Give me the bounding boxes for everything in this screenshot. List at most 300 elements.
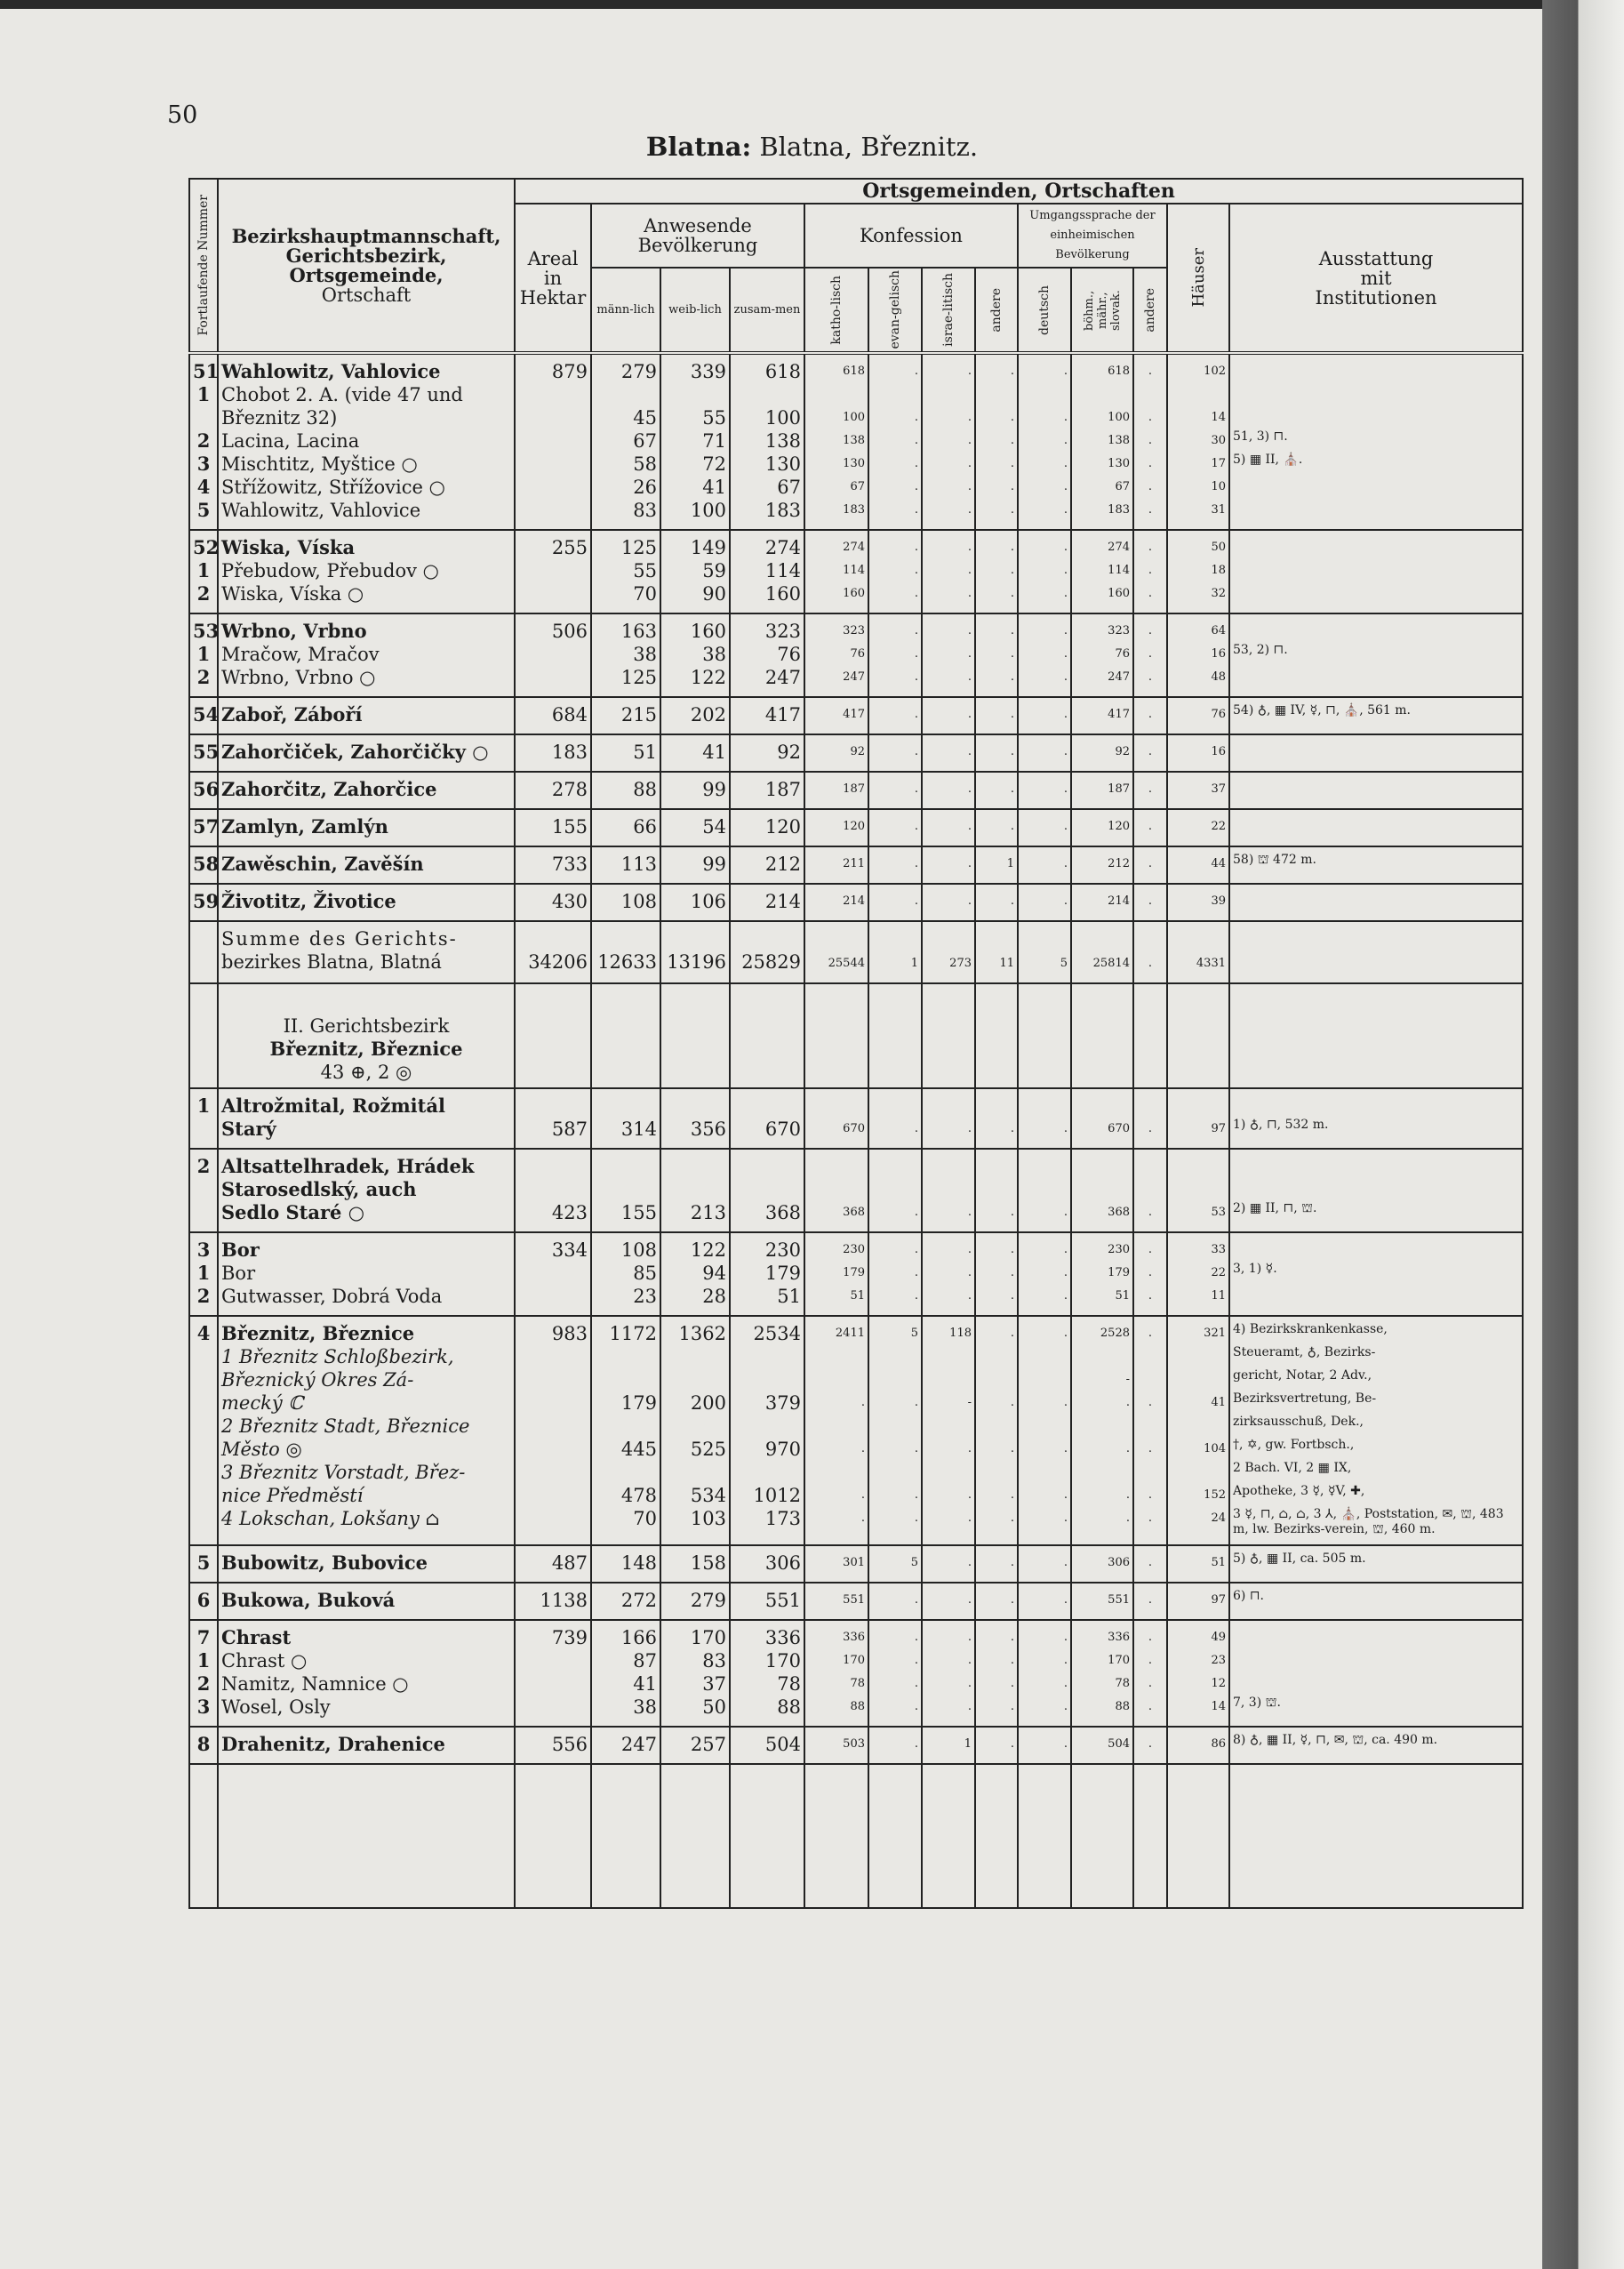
institutions-value bbox=[1233, 1155, 1519, 1178]
summary-body bbox=[189, 921, 1523, 1088]
cell-kath-value: 170 bbox=[843, 1654, 865, 1667]
cell-evan-value: . bbox=[914, 1593, 918, 1607]
row-number bbox=[189, 772, 218, 809]
cell-evan-value: . bbox=[914, 782, 918, 796]
cell-and2 bbox=[1133, 1727, 1167, 1764]
cell-haus-value: 33 bbox=[1211, 1243, 1226, 1256]
place-name-value: Přebudow, Přebudov ○ bbox=[221, 560, 439, 581]
cell-areal bbox=[515, 1620, 591, 1727]
cell-kath bbox=[804, 1149, 868, 1232]
institutions-value bbox=[1233, 1649, 1519, 1672]
institutions bbox=[1229, 1316, 1523, 1545]
cell-w-value bbox=[664, 1178, 726, 1201]
institutions bbox=[1229, 1232, 1523, 1316]
cell-and2 bbox=[1133, 1545, 1167, 1583]
institutions-value bbox=[1233, 582, 1519, 605]
cell-kath bbox=[804, 884, 868, 921]
header-institutions: Ausstattung mit Institutionen bbox=[1229, 204, 1523, 353]
cell-isr-value bbox=[925, 383, 972, 406]
cell-de-value: . bbox=[1063, 1327, 1068, 1340]
cell-haus-value bbox=[1171, 1178, 1226, 1201]
cell-haus-value: 51 bbox=[1211, 1556, 1226, 1569]
cell-de-value: . bbox=[1063, 365, 1068, 378]
cell-de-value: . bbox=[1063, 1243, 1068, 1256]
cell-de-value: . bbox=[1063, 1396, 1068, 1409]
place-name-value: Starosedlský, auch bbox=[221, 1178, 417, 1200]
cell-boh bbox=[1071, 1088, 1133, 1149]
cell-w-value: 99 bbox=[702, 854, 726, 875]
cell-isr-value: - bbox=[967, 1396, 972, 1409]
cell-t-value: 1012 bbox=[753, 1485, 801, 1506]
cell-evan-value: . bbox=[914, 587, 918, 600]
cell-de bbox=[1018, 1583, 1071, 1620]
institutions-value: Steueramt, ♁, Bezirks- bbox=[1233, 1345, 1376, 1359]
cell-boh bbox=[1071, 1583, 1133, 1620]
cell-and-value: . bbox=[1010, 820, 1014, 833]
cell-w-value: 122 bbox=[690, 1239, 726, 1261]
cell-isr bbox=[922, 1149, 975, 1232]
cell-de-value: . bbox=[1063, 708, 1068, 721]
cell-kath-value: 76 bbox=[850, 647, 865, 661]
cell-and bbox=[975, 697, 1018, 734]
row-number bbox=[189, 1545, 218, 1583]
place-group bbox=[189, 1727, 1523, 1764]
row-number-value: 2 bbox=[196, 666, 211, 688]
institutions-value bbox=[1233, 1178, 1519, 1201]
cell-evan bbox=[868, 1727, 922, 1764]
institutions bbox=[1229, 613, 1523, 697]
table-tail-row bbox=[189, 1764, 1523, 1908]
cell-areal-value: 487 bbox=[551, 1552, 588, 1574]
cell-m-value: 279 bbox=[620, 361, 657, 382]
cell-boh-value: 368 bbox=[1108, 1206, 1130, 1219]
page-number: 50 bbox=[167, 101, 198, 129]
header-pop-w: weib-lich bbox=[660, 268, 730, 353]
cell-and2-value: . bbox=[1148, 1556, 1153, 1569]
cell-areal-value: 334 bbox=[551, 1239, 588, 1261]
cell-and2 bbox=[1133, 353, 1167, 530]
institutions bbox=[1229, 1545, 1523, 1583]
summary-w: 13196 bbox=[660, 921, 730, 983]
cell-haus-value: 64 bbox=[1211, 624, 1226, 637]
cell-and2-value: . bbox=[1148, 1677, 1153, 1690]
cell-t-value: 78 bbox=[777, 1673, 801, 1695]
cell-de-value: . bbox=[1063, 1700, 1068, 1713]
cell-and2-value bbox=[1137, 1368, 1164, 1391]
cell-kath-value: 214 bbox=[843, 894, 865, 908]
row-number-value: 53 bbox=[193, 620, 220, 642]
cell-areal bbox=[515, 530, 591, 613]
header-konf-e: evan-gelisch bbox=[868, 268, 922, 353]
cell-kath-value: 274 bbox=[843, 541, 865, 554]
institutions bbox=[1229, 1620, 1523, 1727]
cell-and2 bbox=[1133, 1316, 1167, 1545]
cell-and bbox=[975, 846, 1018, 884]
cell-and-value: . bbox=[1010, 1511, 1014, 1525]
page-title-rest: Blatna, Březnitz. bbox=[751, 132, 979, 162]
cell-evan-value: . bbox=[914, 647, 918, 661]
place-group bbox=[189, 1620, 1523, 1727]
cell-t-value bbox=[733, 1415, 801, 1438]
cell-and-value: . bbox=[1010, 1243, 1014, 1256]
cell-isr-value: . bbox=[967, 624, 972, 637]
institutions-value bbox=[1233, 778, 1519, 801]
institutions-value: 5) ♁, ▦ II, ca. 505 m. bbox=[1233, 1551, 1366, 1566]
cell-haus bbox=[1167, 1316, 1229, 1545]
institutions bbox=[1229, 772, 1523, 809]
cell-t bbox=[730, 1088, 804, 1149]
cell-isr bbox=[922, 1545, 975, 1583]
cell-de-value: . bbox=[1063, 820, 1068, 833]
cell-m bbox=[591, 1583, 660, 1620]
cell-boh-value: 336 bbox=[1108, 1631, 1130, 1644]
cell-and2 bbox=[1133, 530, 1167, 613]
cell-haus bbox=[1167, 353, 1229, 530]
cell-isr-value: . bbox=[967, 587, 972, 600]
cell-kath-value: 670 bbox=[843, 1122, 865, 1135]
place-group bbox=[189, 1545, 1523, 1583]
cell-areal-value bbox=[518, 582, 588, 605]
row-number bbox=[189, 1583, 218, 1620]
cell-areal-value bbox=[518, 643, 588, 666]
cell-boh bbox=[1071, 1620, 1133, 1727]
place-group bbox=[189, 1583, 1523, 1620]
row-number-value bbox=[193, 1391, 214, 1415]
cell-boh-value: 120 bbox=[1108, 820, 1130, 833]
cell-boh-value: 274 bbox=[1108, 541, 1130, 554]
cell-areal-value bbox=[518, 1415, 588, 1438]
institutions-value: 4) Bezirkskrankenkasse, bbox=[1233, 1322, 1388, 1336]
cell-m-value: 38 bbox=[633, 1696, 657, 1718]
cell-areal-value bbox=[518, 1094, 588, 1118]
cell-w-value: 158 bbox=[690, 1552, 726, 1574]
cell-and-value: . bbox=[1010, 541, 1014, 554]
cell-boh-value bbox=[1075, 1461, 1130, 1484]
cell-t-value: 2534 bbox=[753, 1323, 801, 1344]
cell-t-value: 274 bbox=[764, 537, 801, 558]
cell-and-value: . bbox=[1010, 1396, 1014, 1409]
place-name-value: Sedlo Staré ○ bbox=[221, 1201, 365, 1223]
cell-isr bbox=[922, 734, 975, 772]
row-number-value: 51 bbox=[193, 360, 220, 382]
cell-haus-value bbox=[1171, 1368, 1226, 1391]
cell-w-value bbox=[664, 1461, 726, 1484]
cell-t-value: 160 bbox=[764, 583, 801, 605]
cell-de bbox=[1018, 530, 1071, 613]
cell-areal-value bbox=[518, 1461, 588, 1484]
cell-and2-value: . bbox=[1148, 1511, 1153, 1525]
cell-de-value bbox=[1021, 1178, 1068, 1201]
cell-areal-value: 879 bbox=[551, 361, 588, 382]
cell-boh-value: 230 bbox=[1108, 1243, 1130, 1256]
cell-kath bbox=[804, 1620, 868, 1727]
place-name-value: Zahorčitz, Zahorčice bbox=[221, 778, 437, 800]
cell-w-value: 1362 bbox=[678, 1323, 726, 1344]
cell-kath-value: 211 bbox=[843, 857, 865, 870]
cell-m-value: 125 bbox=[620, 667, 657, 688]
cell-and2 bbox=[1133, 884, 1167, 921]
cell-and2-value: . bbox=[1148, 564, 1153, 577]
page-title-bold: Blatna: bbox=[645, 132, 752, 162]
cell-and2-value: . bbox=[1148, 1654, 1153, 1667]
cell-t-value: 670 bbox=[764, 1118, 801, 1140]
table-tail bbox=[189, 1764, 1523, 1908]
cell-w bbox=[660, 1316, 730, 1545]
cell-areal-value: 684 bbox=[551, 704, 588, 726]
cell-and bbox=[975, 772, 1018, 809]
cell-evan-value bbox=[872, 383, 918, 406]
cell-t-value bbox=[733, 383, 801, 406]
cell-de-value: . bbox=[1063, 480, 1068, 493]
cell-m-value: 108 bbox=[620, 1239, 657, 1261]
cell-and2 bbox=[1133, 1149, 1167, 1232]
header-lang-d: deutsch bbox=[1018, 268, 1071, 353]
institutions bbox=[1229, 353, 1523, 530]
cell-de-value: . bbox=[1063, 1631, 1068, 1644]
cell-m bbox=[591, 353, 660, 530]
row-number-value: 54 bbox=[193, 703, 220, 726]
cell-isr-value: . bbox=[967, 820, 972, 833]
page-title bbox=[0, 132, 1624, 162]
cell-haus-value: 321 bbox=[1204, 1327, 1226, 1340]
cell-and2-value: . bbox=[1148, 587, 1153, 600]
cell-evan bbox=[868, 1149, 922, 1232]
cell-w-value: 71 bbox=[702, 430, 726, 452]
cell-haus-value: 12 bbox=[1211, 1677, 1226, 1690]
cell-evan bbox=[868, 1583, 922, 1620]
place-name-value: Wahlowitz, Vahlovice bbox=[221, 500, 421, 521]
cell-de bbox=[1018, 1620, 1071, 1727]
cell-kath-value: 336 bbox=[843, 1631, 865, 1644]
cell-evan bbox=[868, 530, 922, 613]
cell-isr-value bbox=[925, 1345, 972, 1368]
cell-kath bbox=[804, 1583, 868, 1620]
cell-isr bbox=[922, 772, 975, 809]
cell-de-value: . bbox=[1063, 411, 1068, 424]
cell-w bbox=[660, 613, 730, 697]
cell-isr-value: . bbox=[967, 1206, 972, 1219]
cell-w bbox=[660, 697, 730, 734]
cell-kath-value bbox=[808, 1178, 865, 1201]
cell-evan bbox=[868, 884, 922, 921]
cell-and-value: . bbox=[1010, 1631, 1014, 1644]
institutions-value: 3, 1) ☿. bbox=[1233, 1262, 1277, 1276]
cell-evan-value: 5 bbox=[910, 1556, 918, 1569]
place-name-value: Gutwasser, Dobrá Voda bbox=[221, 1286, 443, 1307]
cell-w bbox=[660, 884, 730, 921]
cell-evan-value: . bbox=[914, 820, 918, 833]
cell-w-value: 534 bbox=[690, 1485, 726, 1506]
cell-de-value: . bbox=[1063, 624, 1068, 637]
cell-kath-value: 92 bbox=[850, 745, 865, 758]
institutions-value bbox=[1233, 1285, 1519, 1308]
cell-t-value: 130 bbox=[764, 453, 801, 475]
cell-boh bbox=[1071, 1316, 1133, 1545]
cell-w-value bbox=[664, 1368, 726, 1391]
cell-and2 bbox=[1133, 697, 1167, 734]
cell-evan bbox=[868, 1316, 922, 1545]
cell-w-value: 50 bbox=[702, 1696, 726, 1718]
cell-haus-value: 16 bbox=[1211, 647, 1226, 661]
cell-haus-value: 18 bbox=[1211, 564, 1226, 577]
cell-areal bbox=[515, 734, 591, 772]
row-number bbox=[189, 613, 218, 697]
cell-and-value: . bbox=[1010, 411, 1014, 424]
cell-and-value: . bbox=[1010, 647, 1014, 661]
place-name bbox=[218, 1149, 515, 1232]
cell-boh-value: 88 bbox=[1115, 1700, 1130, 1713]
cell-boh bbox=[1071, 1545, 1133, 1583]
cell-m-value: 88 bbox=[633, 779, 657, 800]
cell-isr bbox=[922, 613, 975, 697]
cell-kath-value: 120 bbox=[843, 820, 865, 833]
cell-m-value bbox=[595, 1155, 657, 1178]
cell-isr-value: . bbox=[967, 1511, 972, 1525]
cell-haus-value: 23 bbox=[1211, 1654, 1226, 1667]
cell-boh-value: 138 bbox=[1108, 434, 1130, 447]
cell-and2-value: . bbox=[1148, 1122, 1153, 1135]
cell-and-value: . bbox=[1010, 503, 1014, 517]
cell-haus bbox=[1167, 1149, 1229, 1232]
cell-kath bbox=[804, 1545, 868, 1583]
cell-evan-value bbox=[872, 1368, 918, 1391]
cell-and2-value: . bbox=[1148, 1206, 1153, 1219]
cell-kath-value: 78 bbox=[850, 1677, 865, 1690]
cell-haus-value: 11 bbox=[1211, 1289, 1226, 1303]
cell-isr-value: . bbox=[967, 857, 972, 870]
cell-and2-value: . bbox=[1148, 503, 1153, 517]
summary-and2: . bbox=[1133, 921, 1167, 983]
cell-de-value: . bbox=[1063, 434, 1068, 447]
cell-boh bbox=[1071, 697, 1133, 734]
cell-boh-value: 212 bbox=[1108, 857, 1130, 870]
cell-isr-value: . bbox=[967, 1593, 972, 1607]
row-number bbox=[189, 1620, 218, 1727]
cell-t-value: 336 bbox=[764, 1627, 801, 1648]
cell-and-value bbox=[979, 1178, 1014, 1201]
cell-m bbox=[591, 613, 660, 697]
cell-haus-value: 32 bbox=[1211, 587, 1226, 600]
cell-t-value: 323 bbox=[764, 621, 801, 642]
cell-evan bbox=[868, 697, 922, 734]
cell-boh bbox=[1071, 1232, 1133, 1316]
cell-m-value: 41 bbox=[633, 1673, 657, 1695]
cell-haus-value: 24 bbox=[1211, 1511, 1226, 1525]
place-name-value: Březnitz, Březnice bbox=[221, 1322, 415, 1344]
cell-isr bbox=[922, 530, 975, 613]
cell-w bbox=[660, 772, 730, 809]
cell-and2 bbox=[1133, 734, 1167, 772]
cell-and2-value bbox=[1137, 1178, 1164, 1201]
cell-evan-value bbox=[872, 1178, 918, 1201]
cell-haus bbox=[1167, 530, 1229, 613]
summary-label: Summe des Gerichts- bezirkes Blatna, Blatná bbox=[218, 921, 515, 983]
cell-m-value: 155 bbox=[620, 1202, 657, 1223]
scan-edge-right bbox=[1542, 0, 1624, 2269]
cell-boh-value: 323 bbox=[1108, 624, 1130, 637]
cell-boh-value: . bbox=[1125, 1488, 1130, 1502]
cell-de-value: . bbox=[1063, 503, 1068, 517]
cell-and2-value: . bbox=[1148, 1289, 1153, 1303]
row-number bbox=[189, 1088, 218, 1149]
cell-de-value bbox=[1021, 1368, 1068, 1391]
cell-haus bbox=[1167, 884, 1229, 921]
place-name-value: Drahenitz, Drahenice bbox=[221, 1733, 445, 1755]
cell-boh bbox=[1071, 846, 1133, 884]
cell-haus bbox=[1167, 1620, 1229, 1727]
place-name bbox=[218, 1088, 515, 1149]
cell-and2-value: . bbox=[1148, 434, 1153, 447]
cell-evan bbox=[868, 353, 922, 530]
cell-evan-value: . bbox=[914, 1677, 918, 1690]
cell-areal-value bbox=[518, 559, 588, 582]
cell-t-value: 230 bbox=[764, 1239, 801, 1261]
cell-and2-value: . bbox=[1148, 1396, 1153, 1409]
place-name bbox=[218, 1583, 515, 1620]
cell-and2-value: . bbox=[1148, 1700, 1153, 1713]
cell-isr-value: . bbox=[967, 503, 972, 517]
cell-haus-value: 22 bbox=[1211, 820, 1226, 833]
cell-haus-value: 14 bbox=[1211, 411, 1226, 424]
cell-isr-value: . bbox=[967, 480, 972, 493]
cell-t-value: 114 bbox=[764, 560, 801, 581]
cell-and2-value: . bbox=[1148, 1631, 1153, 1644]
cell-boh-value bbox=[1075, 1345, 1130, 1368]
place-group bbox=[189, 1088, 1523, 1149]
cell-isr-value: . bbox=[967, 647, 972, 661]
row-number-value: 2 bbox=[196, 429, 211, 452]
row-number bbox=[189, 1149, 218, 1232]
cell-m bbox=[591, 1727, 660, 1764]
cell-de-value bbox=[1021, 1094, 1068, 1118]
cell-and-value: . bbox=[1010, 1593, 1014, 1607]
cell-isr-value: 1 bbox=[964, 1737, 972, 1751]
cell-and-value: . bbox=[1010, 1488, 1014, 1502]
institutions-value bbox=[1233, 815, 1519, 838]
cell-haus bbox=[1167, 772, 1229, 809]
cell-boh-value bbox=[1075, 1094, 1130, 1118]
cell-de-value: . bbox=[1063, 1677, 1068, 1690]
cell-evan-value bbox=[872, 1415, 918, 1438]
institutions-value bbox=[1233, 360, 1519, 383]
cell-and2 bbox=[1133, 613, 1167, 697]
cell-areal-value: 155 bbox=[551, 816, 588, 838]
cell-areal-value bbox=[518, 1507, 588, 1530]
cell-de bbox=[1018, 772, 1071, 809]
cell-areal bbox=[515, 697, 591, 734]
scan-edge-top bbox=[0, 0, 1624, 9]
cell-evan-value: . bbox=[914, 1243, 918, 1256]
cell-evan-value: . bbox=[914, 1289, 918, 1303]
institutions bbox=[1229, 1583, 1523, 1620]
cell-isr-value: . bbox=[967, 782, 972, 796]
cell-t bbox=[730, 613, 804, 697]
cell-and-value bbox=[979, 1461, 1014, 1484]
cell-isr-value bbox=[925, 1178, 972, 1201]
cell-areal bbox=[515, 1088, 591, 1149]
cell-boh-value: . bbox=[1125, 1511, 1130, 1525]
cell-haus-value: 37 bbox=[1211, 782, 1226, 796]
place-name-value: 1 Březnitz Schloßbezirk, bbox=[221, 1346, 454, 1367]
cell-t-value: 179 bbox=[764, 1263, 801, 1284]
cell-w-value: 339 bbox=[690, 361, 726, 382]
cell-areal-value: 739 bbox=[551, 1627, 588, 1648]
cell-de-value: . bbox=[1063, 857, 1068, 870]
row-number-value bbox=[193, 1118, 214, 1141]
cell-de-value: . bbox=[1063, 1488, 1068, 1502]
cell-t-value bbox=[733, 1094, 801, 1118]
cell-t-value: 618 bbox=[764, 361, 801, 382]
